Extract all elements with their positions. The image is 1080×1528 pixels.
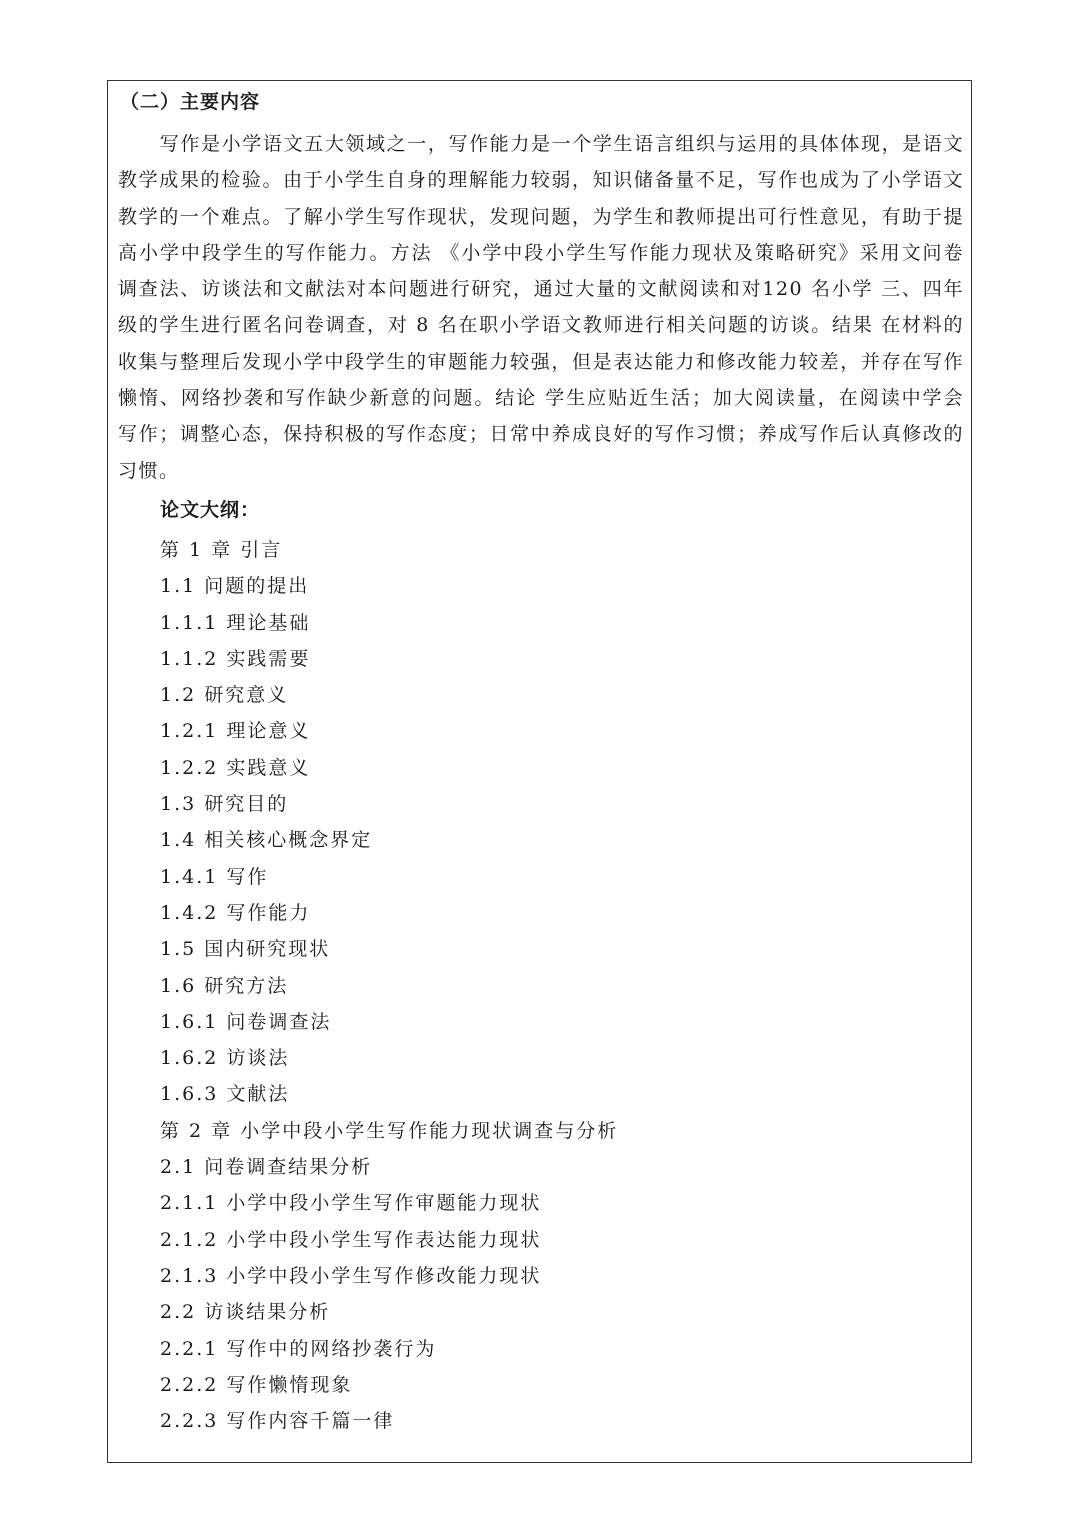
outline-item: 1.2 研究意义 xyxy=(160,684,289,707)
outline-item: 1.2.2 实践意义 xyxy=(160,756,311,779)
outline-item: 2.2.1 写作中的网络抄袭行为 xyxy=(160,1337,437,1360)
outline-item: 1.5 国内研究现状 xyxy=(160,938,331,961)
outline-item: 2.1.3 小学中段小学生写作修改能力现状 xyxy=(160,1264,542,1287)
outline-item: 1.4.2 写作能力 xyxy=(160,901,311,924)
outline-item: 第 1 章 引言 xyxy=(160,539,283,561)
outline-item: 2.1.1 小学中段小学生写作审题能力现状 xyxy=(160,1192,542,1215)
outline-item: 1.1.1 理论基础 xyxy=(160,611,311,634)
outline-item: 1.6 研究方法 xyxy=(160,974,289,997)
outline-item: 1.1 问题的提出 xyxy=(160,575,310,598)
outline-item: 2.1.2 小学中段小学生写作表达能力现状 xyxy=(160,1228,542,1251)
outline-item: 2.2.2 写作懒惰现象 xyxy=(160,1373,353,1396)
section-heading: （二）主要内容 xyxy=(120,91,261,113)
outline-item: 1.3 研究目的 xyxy=(160,793,289,816)
outline-item: 第 2 章 小学中段小学生写作能力现状调查与分析 xyxy=(160,1119,619,1142)
outline-item: 2.1 问卷调查结果分析 xyxy=(160,1156,373,1179)
outline-item: 1.6.2 访谈法 xyxy=(160,1047,290,1070)
outline-item: 1.6.3 文献法 xyxy=(160,1083,290,1106)
outline-item: 1.4 相关核心概念界定 xyxy=(160,829,373,852)
outline-title: 论文大纲： xyxy=(160,499,261,521)
outline-item: 2.2 访谈结果分析 xyxy=(160,1301,331,1324)
outline-item: 1.4.1 写作 xyxy=(160,865,269,888)
outline-item: 1.2.1 理论意义 xyxy=(160,720,311,743)
outline-item: 1.1.2 实践需要 xyxy=(160,647,311,670)
main-content-paragraph: 写作是小学语文五大领域之一，写作能力是一个学生语言组织与运用的具体体现，是语文教学成果的检验。由于小学生自身的理解能力较弱，知识储备量不足，写作也成为了小学语文教学的一个难点。了解小学生写作现状，发现问题，为学生和教师提出可行性意见，有助于提高小学中段学生的写作能力。方法 《小学中段小学生写作能力现状及策略研究》采用文问卷调查法、访谈法和文献法对本问题进行研究，通过大量的文献阅读和对120 名小学 三、四年级的学生进行匿名问卷调查，对 8 名在职小学语文教师进行相关问题的访谈。结果 在材料的收集与整理后发现小学中段学生的审题能力较强，但是表达能力和修改能力较差，并存在写作懒惰、网络抄袭和写作缺少新意的问题。结论 学生应贴近生活；加大阅读量，在阅读中学会写作；调整心态，保持积极的写作态度；日常中养成良好的写作习惯；养成写作后认真修改的习惯。 xyxy=(118,133,964,482)
outline-item: 2.2.3 写作内容千篇一律 xyxy=(160,1410,395,1433)
outline-list xyxy=(160,532,618,1439)
outline-item: 1.6.1 问卷调查法 xyxy=(160,1010,332,1033)
